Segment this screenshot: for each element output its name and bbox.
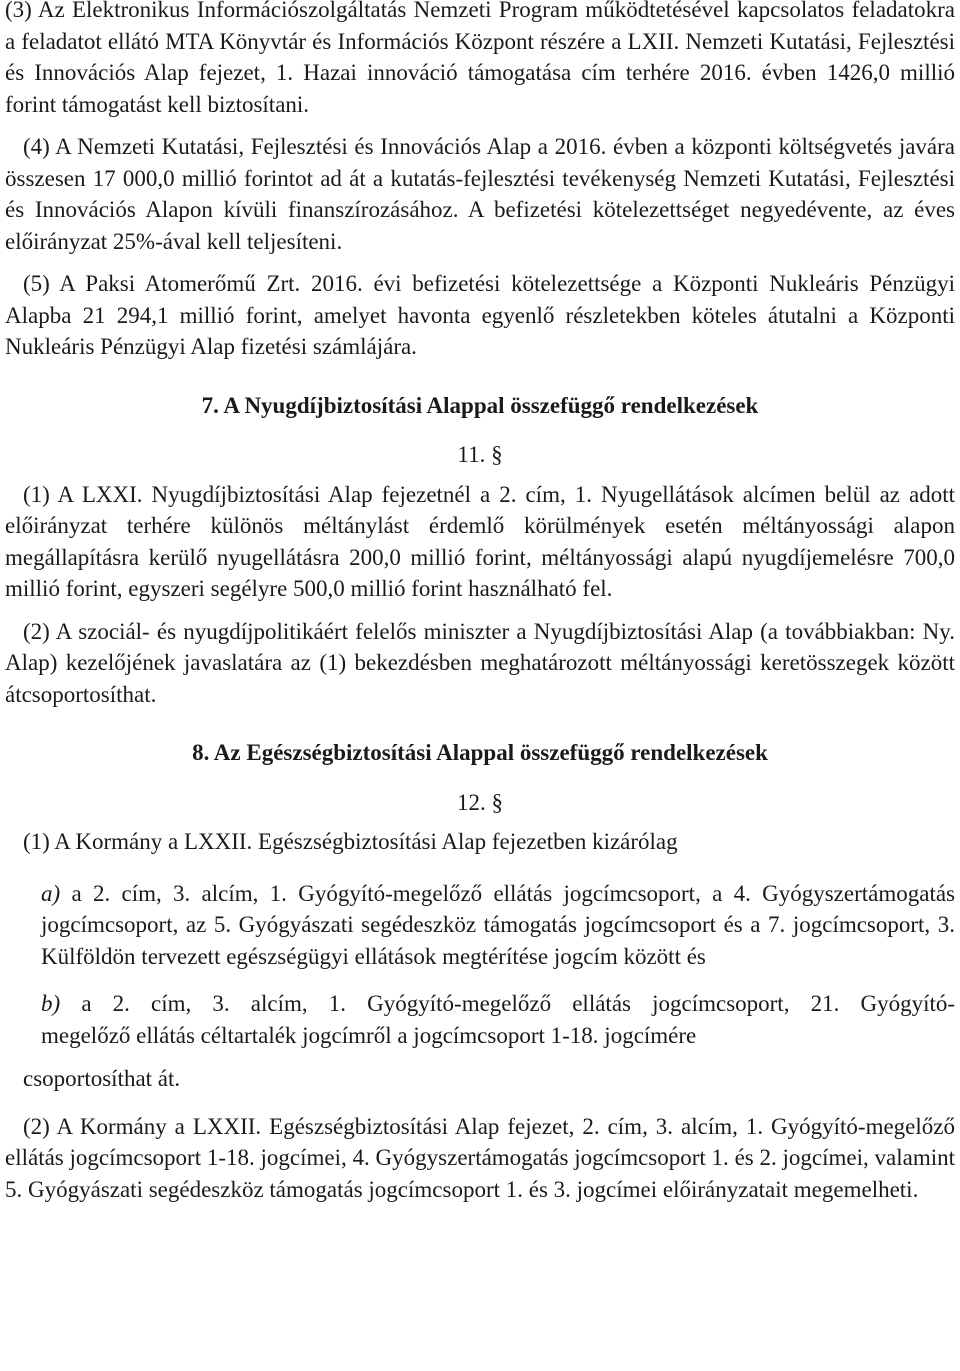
section-12-paragraph-1: (1) A Kormány a LXXII. Egészségbiztosítási Alap fejezetben kizárólag (23, 829, 678, 854)
section-11-paragraph-2: (2) A szociál- és nyugdíjpolitikáért felelős miniszter a Nyugdíjbiztosítási Alap (a továbbiakban: Ny. Alap) kezelőjének javaslatára az (1) bekezdésben meghatározott méltányossági keretösszegek között átcsoportosíthat. (5, 618, 955, 707)
section-12-paragraph-2: (2) A Kormány a LXXII. Egészségbiztosítási Alap fejezet, 2. cím, 3. alcím, 1. Gyógyító-megelőző ellátás jogcímcsoport 1-18. jogcímei, 4. Gyógyszertámogatás jogcímcsoport 1. és 2. jogcímei, valamint 5. Gyógyászati segédeszköz támogatás jogcímcsoport 1. és 3. jogcímei előirányzatait megemelheti. (5, 1113, 955, 1202)
point-a-label: a) (41, 880, 61, 906)
document-page (5, 0, 955, 1205)
point-b-line-1: a 2. cím, 3. alcím, 1. Gyógyító-megelőző ellátás jogcímcsoport, 21. Gyógyító- (81, 991, 955, 1016)
section-12-point-a (41, 878, 955, 973)
chapter-7-heading: 7. A Nyugdíjbiztosítási Alappal összefüggő rendelkezések (201, 392, 759, 418)
point-b-line-2: megelőző ellátás céltartalék jogcímről a jogcímcsoport 1-18. jogcímére (41, 1022, 697, 1048)
section-12-point-b (41, 988, 955, 1051)
section-11-paragraph-1: (1) A LXXI. Nyugdíjbiztosítási Alap fejezetnél a 2. cím, 1. Nyugellátások alcímen belül az adott előirányzat terhére különös méltánylást érdemlő körülmények esetén méltányossági alapon megállapításra kerülő nyugellátásra 200,0 millió forint, méltányossági alapú nyugdíjemelésre 700,0 millió forint, egyszeri segélyre 500,0 millió forint használható fel. (5, 481, 955, 601)
chapter-8-heading: 8. Az Egészségbiztosítási Alappal összefüggő rendelkezések (192, 740, 768, 765)
point-b-label: b) (41, 991, 61, 1016)
section-12-number: 12. § (457, 789, 503, 815)
paragraph-3: (3) Az Elektronikus Információszolgáltatás Nemzeti Program működtetésével kapcsolatos feladatokra a feladatot ellátó MTA Könyvtár és Információs Központ részére a LXII. Nemzeti Kutatási, Fejlesztési és Innovációs Alap fejezet, 1. Hazai innováció támogatása cím terhére 2016. évben 1426,0 millió forint támogatást kell biztosítani. (5, 0, 955, 117)
section-11-number: 11. § (457, 442, 503, 467)
section-12-closing: csoportosíthat át. (23, 1066, 181, 1091)
paragraph-5: (5) A Paksi Atomerőmű Zrt. 2016. évi befizetési kötelezettsége a Központi Nukleáris Pénzügyi Alapba 21 294,1 millió forint, amelyet havonta egyenlő részletekben köteles átutalni a Központi Nukleáris Pénzügyi Alap fizetési számlájára. (5, 271, 955, 359)
point-a-text: a 2. cím, 3. alcím, 1. Gyógyító-megelőző ellátás jogcímcsoport, a 4. Gyógyszertámogatás jogcímcsoport, az 5. Gyógyászati segédeszköz támogatás jogcímcsoport és a 7. jogcímcsoport, 3. Külföldön tervezett egészségügyi ellátások megtérítése jogcím között és (41, 880, 956, 969)
paragraph-4: (4) A Nemzeti Kutatási, Fejlesztési és Innovációs Alap a 2016. évben a központi költségvetés javára összesen 17 000,0 millió forintot ad át a kutatás-fejlesztési tevékenység Nemzeti Kutatási, Fejlesztési és Innovációs Alapon kívüli finanszírozásához. A befizetési kötelezettséget negyedévente, az éves előirányzat 25%-ával kell teljesíteni. (5, 134, 955, 254)
